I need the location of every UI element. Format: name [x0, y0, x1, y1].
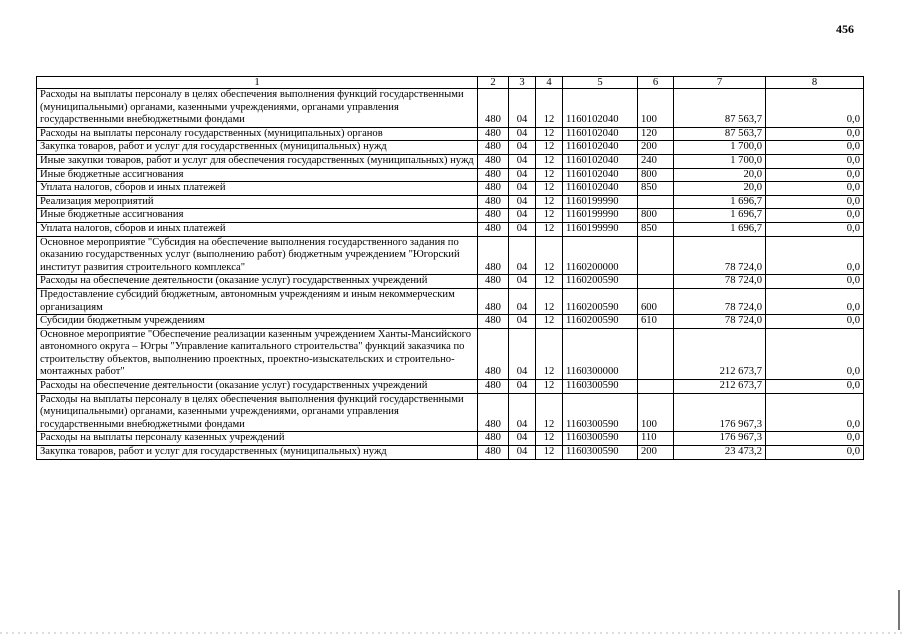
- page-number: 456: [836, 22, 854, 36]
- target-article-cell: 1160200590: [563, 275, 638, 289]
- expense-type-cell: 800: [638, 209, 674, 223]
- table-row: [37, 141, 864, 155]
- description-cell: Иные бюджетные ассигнования: [37, 209, 478, 223]
- amount-cell: 20,0: [674, 182, 766, 196]
- table-row: [37, 275, 864, 289]
- amount-cell: 87 563,7: [674, 127, 766, 141]
- ministry-code-cell: 480: [478, 141, 509, 155]
- section-cell: 04: [509, 195, 536, 209]
- description-cell: Субсидии бюджетным учреждениям: [37, 315, 478, 329]
- amount-2-cell: 0,0: [766, 141, 864, 155]
- ministry-code-cell: 480: [478, 222, 509, 236]
- section-cell: 04: [509, 288, 536, 314]
- expense-type-cell: [638, 380, 674, 394]
- amount-cell: 176 967,3: [674, 393, 766, 432]
- section-cell: 04: [509, 236, 536, 275]
- subsection-cell: 12: [536, 89, 563, 128]
- section-cell: 04: [509, 446, 536, 460]
- target-article-cell: 1160200000: [563, 236, 638, 275]
- amount-2-cell: 0,0: [766, 432, 864, 446]
- expense-type-cell: [638, 275, 674, 289]
- subsection-cell: 12: [536, 236, 563, 275]
- section-cell: 04: [509, 328, 536, 379]
- subsection-cell: 12: [536, 127, 563, 141]
- amount-cell: 1 700,0: [674, 154, 766, 168]
- target-article-cell: 1160199990: [563, 195, 638, 209]
- description-cell: Основное мероприятие "Субсидия на обеспечение выполнения государственного задания по оказанию государственных услуг (выполнению работ) бюджетным учреждением "Югорский институт развития строительного комплекса": [37, 236, 478, 275]
- table-row: [37, 446, 864, 460]
- subsection-cell: 12: [536, 288, 563, 314]
- amount-2-cell: 0,0: [766, 446, 864, 460]
- amount-2-cell: 0,0: [766, 315, 864, 329]
- amount-2-cell: 0,0: [766, 222, 864, 236]
- target-article-cell: 1160200590: [563, 288, 638, 314]
- subsection-cell: 12: [536, 222, 563, 236]
- table-row: [37, 89, 864, 128]
- expense-type-cell: 850: [638, 222, 674, 236]
- amount-2-cell: 0,0: [766, 393, 864, 432]
- col-header-2: 2: [478, 77, 509, 89]
- description-cell: Уплата налогов, сборов и иных платежей: [37, 182, 478, 196]
- target-article-cell: 1160102040: [563, 154, 638, 168]
- description-cell: Расходы на выплаты персоналу государственных (муниципальных) органов: [37, 127, 478, 141]
- amount-2-cell: 0,0: [766, 236, 864, 275]
- table-row: [37, 209, 864, 223]
- table-row: [37, 168, 864, 182]
- target-article-cell: 1160102040: [563, 182, 638, 196]
- description-cell: Уплата налогов, сборов и иных платежей: [37, 222, 478, 236]
- col-header-7: 7: [674, 77, 766, 89]
- section-cell: 04: [509, 168, 536, 182]
- budget-table: [36, 76, 864, 460]
- section-cell: 04: [509, 89, 536, 128]
- description-cell: Расходы на обеспечение деятельности (оказание услуг) государственных учреждений: [37, 275, 478, 289]
- table-row: [37, 328, 864, 379]
- subsection-cell: 12: [536, 432, 563, 446]
- amount-cell: 1 700,0: [674, 141, 766, 155]
- expense-type-cell: 610: [638, 315, 674, 329]
- subsection-cell: 12: [536, 141, 563, 155]
- col-header-3: 3: [509, 77, 536, 89]
- table-row: [37, 222, 864, 236]
- table-row: [37, 432, 864, 446]
- section-cell: 04: [509, 154, 536, 168]
- amount-cell: 20,0: [674, 168, 766, 182]
- table-row: [37, 380, 864, 394]
- target-article-cell: 1160199990: [563, 209, 638, 223]
- table-row: [37, 182, 864, 196]
- ministry-code-cell: 480: [478, 288, 509, 314]
- expense-type-cell: [638, 328, 674, 379]
- expense-type-cell: 850: [638, 182, 674, 196]
- table-row: [37, 315, 864, 329]
- section-cell: 04: [509, 127, 536, 141]
- amount-2-cell: 0,0: [766, 380, 864, 394]
- expense-type-cell: 110: [638, 432, 674, 446]
- section-cell: 04: [509, 380, 536, 394]
- expense-type-cell: 600: [638, 288, 674, 314]
- amount-cell: 176 967,3: [674, 432, 766, 446]
- amount-2-cell: 0,0: [766, 209, 864, 223]
- description-cell: Расходы на обеспечение деятельности (оказание услуг) государственных учреждений: [37, 380, 478, 394]
- ministry-code-cell: 480: [478, 432, 509, 446]
- amount-cell: 212 673,7: [674, 328, 766, 379]
- description-cell: Реализация мероприятий: [37, 195, 478, 209]
- subsection-cell: 12: [536, 328, 563, 379]
- col-header-6: 6: [638, 77, 674, 89]
- section-cell: 04: [509, 209, 536, 223]
- section-cell: 04: [509, 222, 536, 236]
- subsection-cell: 12: [536, 168, 563, 182]
- scan-mark: [898, 590, 900, 630]
- expense-type-cell: [638, 195, 674, 209]
- amount-cell: 87 563,7: [674, 89, 766, 128]
- col-header-5: 5: [563, 77, 638, 89]
- target-article-cell: 1160199990: [563, 222, 638, 236]
- section-cell: 04: [509, 275, 536, 289]
- ministry-code-cell: 480: [478, 168, 509, 182]
- amount-cell: 78 724,0: [674, 288, 766, 314]
- col-header-1: 1: [37, 77, 478, 89]
- table-row: [37, 154, 864, 168]
- description-cell: Закупка товаров, работ и услуг для государственных (муниципальных) нужд: [37, 141, 478, 155]
- amount-2-cell: 0,0: [766, 127, 864, 141]
- expense-type-cell: 100: [638, 393, 674, 432]
- section-cell: 04: [509, 432, 536, 446]
- amount-cell: 1 696,7: [674, 195, 766, 209]
- ministry-code-cell: 480: [478, 446, 509, 460]
- ministry-code-cell: 480: [478, 127, 509, 141]
- table-row: [37, 127, 864, 141]
- target-article-cell: 1160300000: [563, 328, 638, 379]
- amount-2-cell: 0,0: [766, 288, 864, 314]
- amount-2-cell: 0,0: [766, 195, 864, 209]
- amount-cell: 1 696,7: [674, 209, 766, 223]
- expense-type-cell: 200: [638, 141, 674, 155]
- description-cell: Расходы на выплаты персоналу в целях обеспечения выполнения функций государственными (муниципальными) органами, казенными учреждениями, органами управления государственными внебюджетными фондами: [37, 393, 478, 432]
- ministry-code-cell: 480: [478, 154, 509, 168]
- amount-cell: 1 696,7: [674, 222, 766, 236]
- description-cell: Иные закупки товаров, работ и услуг для обеспечения государственных (муниципальных) нужд: [37, 154, 478, 168]
- expense-type-cell: 120: [638, 127, 674, 141]
- amount-cell: 23 473,2: [674, 446, 766, 460]
- ministry-code-cell: 480: [478, 275, 509, 289]
- amount-cell: 212 673,7: [674, 380, 766, 394]
- description-cell: Расходы на выплаты персоналу в целях обеспечения выполнения функций государственными (муниципальными) органами, казенными учреждениями, органами управления государственными внебюджетными фондами: [37, 89, 478, 128]
- section-cell: 04: [509, 182, 536, 196]
- section-cell: 04: [509, 141, 536, 155]
- amount-2-cell: 0,0: [766, 328, 864, 379]
- target-article-cell: 1160102040: [563, 168, 638, 182]
- amount-2-cell: 0,0: [766, 168, 864, 182]
- expense-type-cell: 800: [638, 168, 674, 182]
- description-cell: Закупка товаров, работ и услуг для государственных (муниципальных) нужд: [37, 446, 478, 460]
- expense-type-cell: [638, 236, 674, 275]
- ministry-code-cell: 480: [478, 328, 509, 379]
- ministry-code-cell: 480: [478, 236, 509, 275]
- subsection-cell: 12: [536, 195, 563, 209]
- subsection-cell: 12: [536, 393, 563, 432]
- header-row: [37, 77, 864, 89]
- section-cell: 04: [509, 315, 536, 329]
- section-cell: 04: [509, 393, 536, 432]
- subsection-cell: 12: [536, 446, 563, 460]
- table-row: [37, 195, 864, 209]
- description-cell: Основное мероприятие "Обеспечение реализации казенным учреждением Ханты-Мансийского автономного округа – Югры "Управление капитального строительства" функций заказчика по строительству объектов, выполнению проектных, проектно-изыскательских и строительно-монтажных работ": [37, 328, 478, 379]
- subsection-cell: 12: [536, 182, 563, 196]
- target-article-cell: 1160102040: [563, 89, 638, 128]
- col-header-8: 8: [766, 77, 864, 89]
- target-article-cell: 1160102040: [563, 127, 638, 141]
- expense-type-cell: 100: [638, 89, 674, 128]
- subsection-cell: 12: [536, 154, 563, 168]
- ministry-code-cell: 480: [478, 182, 509, 196]
- target-article-cell: 1160102040: [563, 141, 638, 155]
- subsection-cell: 12: [536, 275, 563, 289]
- table-row: [37, 288, 864, 314]
- description-cell: Расходы на выплаты персоналу казенных учреждений: [37, 432, 478, 446]
- subsection-cell: 12: [536, 380, 563, 394]
- ministry-code-cell: 480: [478, 209, 509, 223]
- target-article-cell: 1160300590: [563, 432, 638, 446]
- ministry-code-cell: 480: [478, 195, 509, 209]
- description-cell: Предоставление субсидий бюджетным, автономным учреждениям и иным некоммерческим организациям: [37, 288, 478, 314]
- amount-cell: 78 724,0: [674, 236, 766, 275]
- ministry-code-cell: 480: [478, 315, 509, 329]
- subsection-cell: 12: [536, 315, 563, 329]
- table-row: [37, 393, 864, 432]
- description-cell: Иные бюджетные ассигнования: [37, 168, 478, 182]
- table-row: [37, 236, 864, 275]
- amount-cell: 78 724,0: [674, 275, 766, 289]
- expense-type-cell: 240: [638, 154, 674, 168]
- amount-2-cell: 0,0: [766, 182, 864, 196]
- scan-edge-artifact: [0, 632, 905, 634]
- amount-cell: 78 724,0: [674, 315, 766, 329]
- amount-2-cell: 0,0: [766, 89, 864, 128]
- amount-2-cell: 0,0: [766, 275, 864, 289]
- ministry-code-cell: 480: [478, 380, 509, 394]
- expense-type-cell: 200: [638, 446, 674, 460]
- target-article-cell: 1160300590: [563, 393, 638, 432]
- target-article-cell: 1160300590: [563, 446, 638, 460]
- ministry-code-cell: 480: [478, 393, 509, 432]
- target-article-cell: 1160200590: [563, 315, 638, 329]
- amount-2-cell: 0,0: [766, 154, 864, 168]
- col-header-4: 4: [536, 77, 563, 89]
- subsection-cell: 12: [536, 209, 563, 223]
- target-article-cell: 1160300590: [563, 380, 638, 394]
- ministry-code-cell: 480: [478, 89, 509, 128]
